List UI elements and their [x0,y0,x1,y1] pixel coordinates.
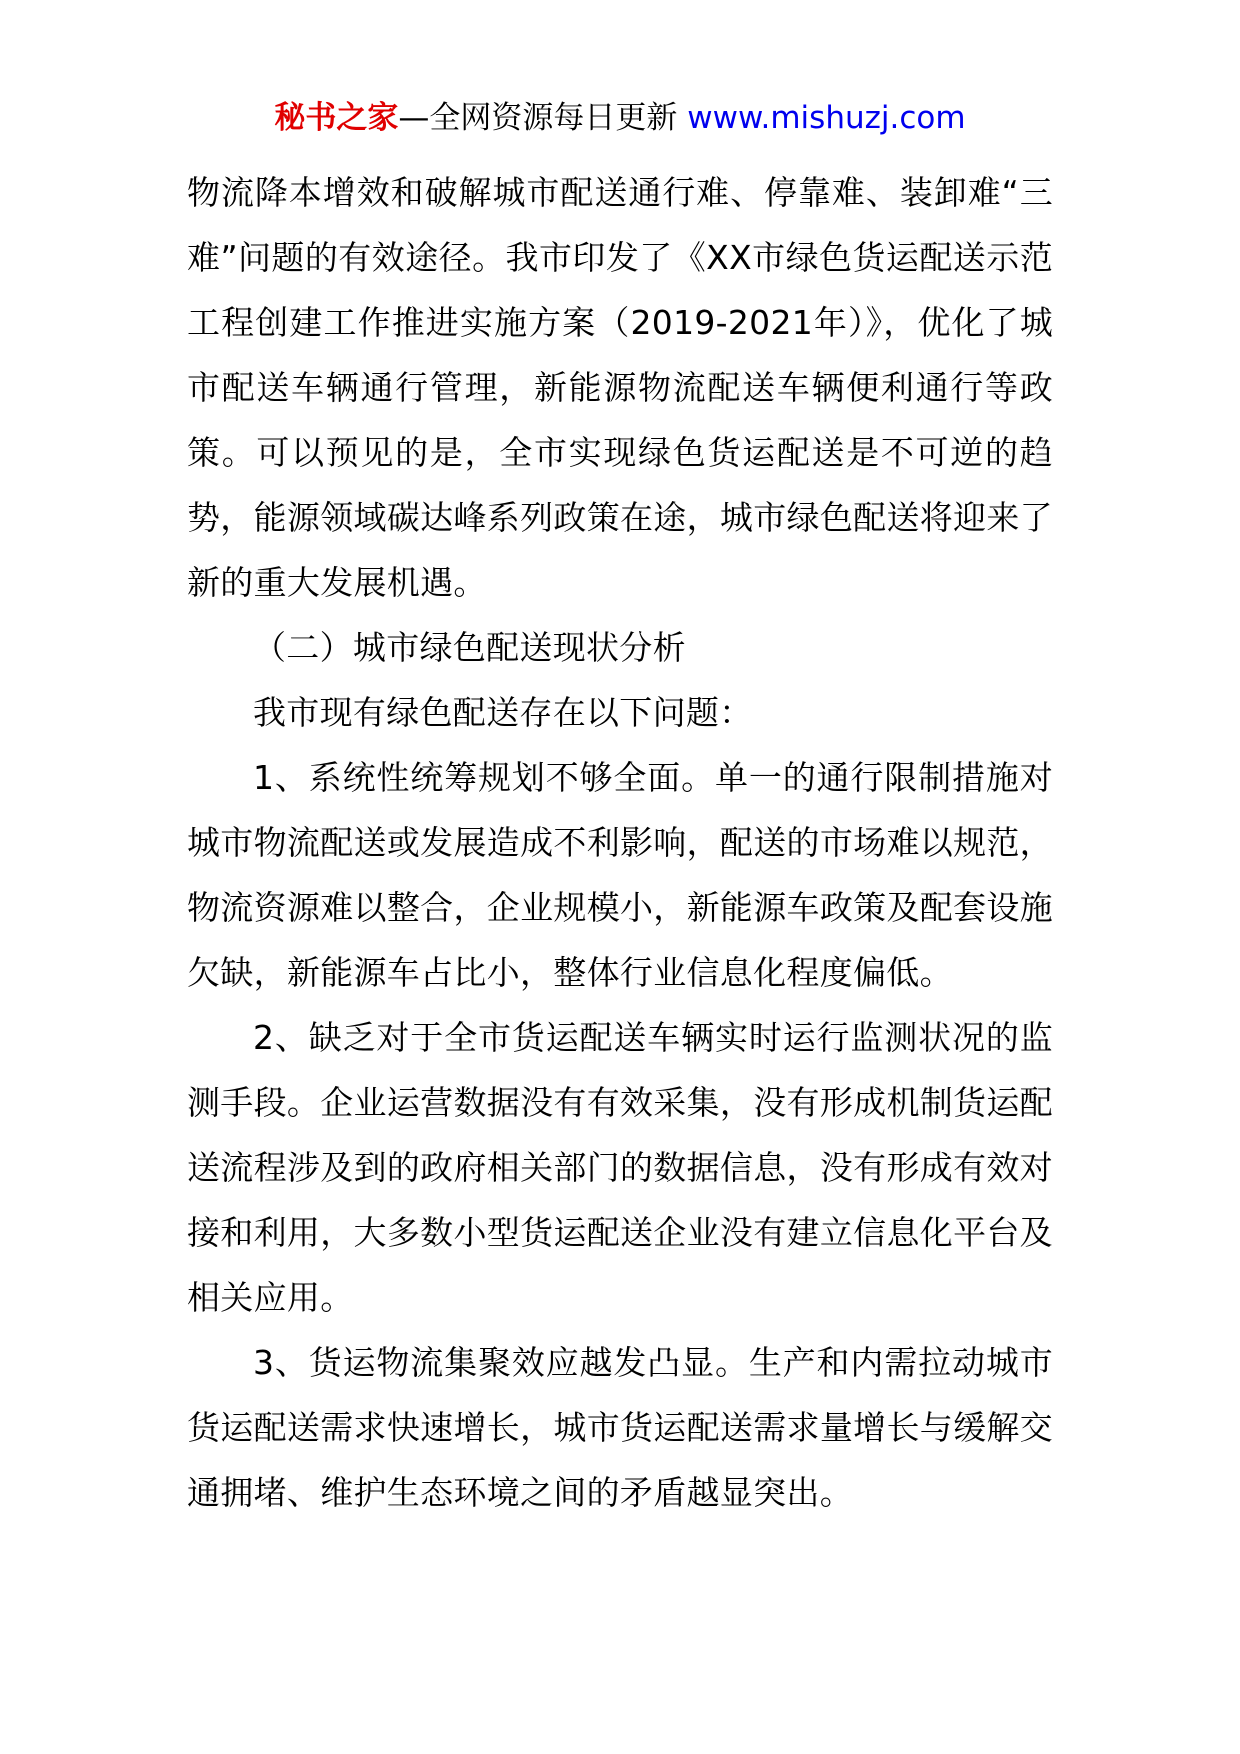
site-brand: 秘书之家 [274,100,399,136]
site-header [0,98,1240,138]
site-slogan: —全网资源每日更新 [398,100,688,136]
site-url-link[interactable]: www.mishuzj.com [687,100,966,136]
document-body [187,160,1053,1525]
paragraph-intro: 物流降本增效和破解城市配送通行难、停靠难、装卸难“三难”问题的有效途径。我市印发了《XX市绿色货运配送示范工程创建工作推进实施方案（2019-2021年）》，优化了城市配送车辆通行管理，新能源物流配送车辆便利通行等政策。可以预见的是，全市实现绿色货运配送是不可逆的趋势，能源领域碳达峰系列政策在途，城市绿色配送将迎来了新的重大发展机遇。 [187,173,1053,602]
paragraph-problem-1: 1、系统性统筹规划不够全面。单一的通行限制措施对城市物流配送或发展造成不利影响，配送的市场难以规范，物流资源难以整合，企业规模小，新能源车政策及配套设施欠缺，新能源车占比小，整体行业信息化程度偏低。 [187,758,1053,992]
section-heading: （二）城市绿色配送现状分析 [253,628,686,667]
paragraph-problem-2: 2、缺乏对于全市货运配送车辆实时运行监测状况的监测手段。企业运营数据没有有效采集，没有形成机制货运配送流程涉及到的政府相关部门的数据信息，没有形成有效对接和利用，大多数小型货运配送企业没有建立信息化平台及相关应用。 [187,1018,1053,1317]
paragraph-problem-3: 3、货运物流集聚效应越发凸显。生产和内需拉动城市货运配送需求快速增长，城市货运配送需求量增长与缓解交通拥堵、维护生态环境之间的矛盾越显突出。 [187,1343,1053,1512]
paragraph-problems-intro: 我市现有绿色配送存在以下问题： [253,693,753,732]
